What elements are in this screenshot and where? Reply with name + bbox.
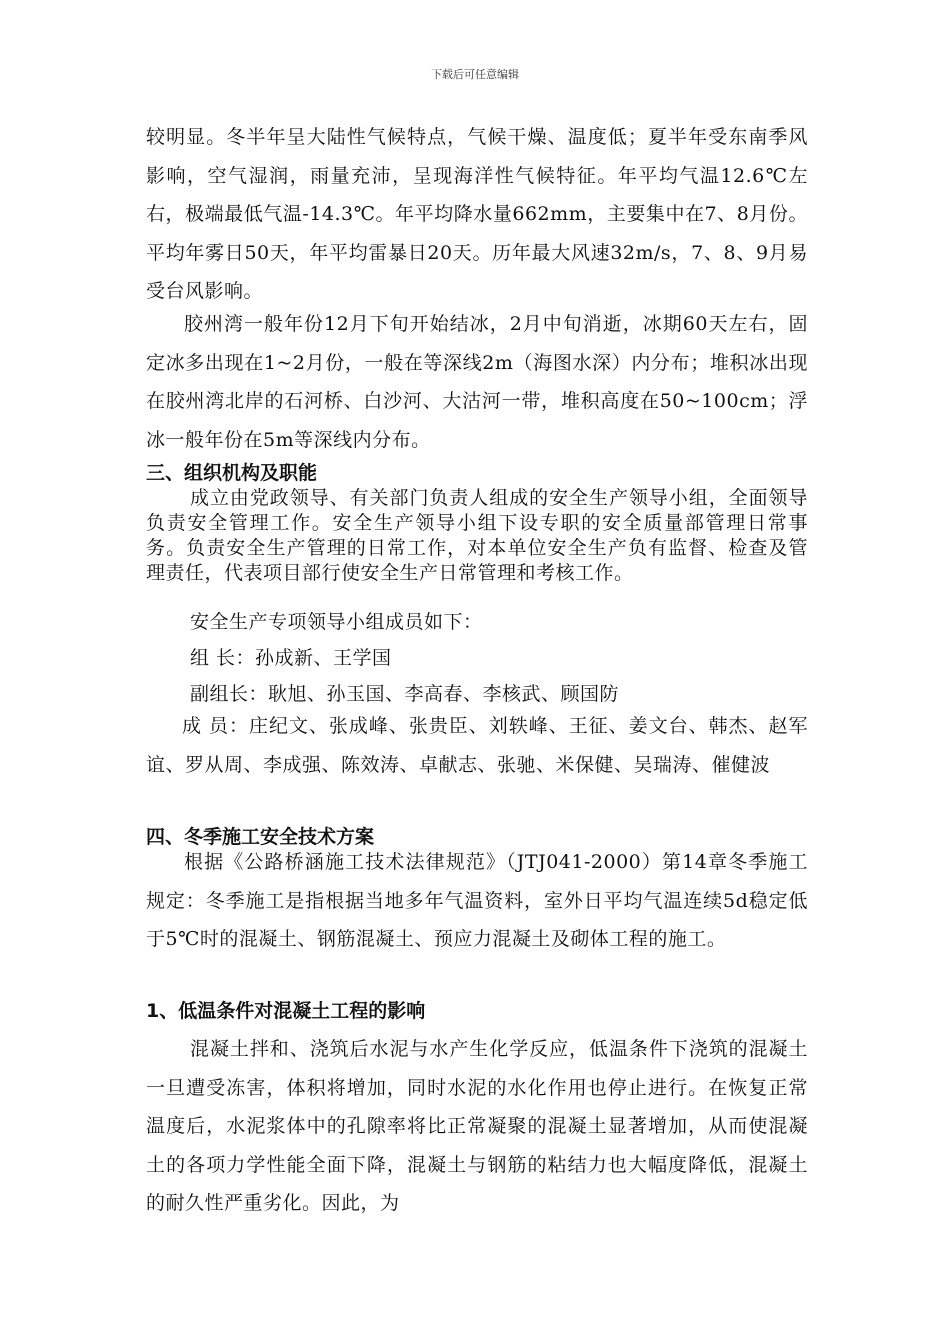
section-heading-winter: 四、冬季施工安全技术方案: [146, 826, 375, 848]
organization-paragraph: 成立由党政领导、有关部门负责人组成的安全生产领导小组，全面领导负责安全管理工作。安全生产领导小组下设专职的安全质量部管理日常事务。负责安全生产管理的日常工作，对本单位安全生产负有监督、检查及管理责任，代表项目部行使安全生产日常管理和考核工作。: [146, 487, 808, 584]
subsection-heading-low-temperature: 1、低温条件对混凝土工程的影响: [146, 1000, 426, 1022]
deputy-leader-line: 副组长：耿旭、孙玉国、李高春、李核武、顾国防: [190, 683, 620, 705]
ice-paragraph: 胶州湾一般年份12月下旬开始结冰，2月中旬消逝，冰期60天左右，固定冰多出现在1~2月份，一般在等深线2m（海图水深）内分布；堆积冰出现在胶州湾北岸的石河桥、白沙河、大沽河一带，堆积高度在50~100cm；浮冰一般年份在5m等深线内分布。: [146, 313, 808, 451]
page-header: 下载后可任意编辑: [431, 68, 519, 81]
climate-paragraph: 较明显。冬半年呈大陆性气候特点，气候干燥、温度低；夏半年受东南季风影响，空气湿润，雨量充沛，呈现海洋性气候特征。年平均气温12.6℃左右，极端最低气温-14.3℃。年平均降水量662mm，主要集中在7、8月份。平均年雾日50天，年平均雷暴日20天。历年最大风速32m/s，7、8、9月易受台风影响。: [146, 126, 808, 302]
section-heading-organization: 三、组织机构及职能: [146, 462, 318, 484]
low-temperature-paragraph: 混凝土拌和、浇筑后水泥与水产生化学反应，低温条件下浇筑的混凝土一旦遭受冻害，体积将增加，同时水泥的水化作用也停止进行。在恢复正常温度后，水泥浆体中的孔隙率将比正常凝聚的混凝土显著增加，从而使混凝土的各项力学性能全面下降，混凝土与钢筋的粘结力也大幅度降低，混凝土的耐久性严重劣化。因此，为: [146, 1038, 808, 1214]
members-intro: 安全生产专项领导小组成员如下：: [190, 611, 483, 633]
winter-paragraph: 根据《公路桥涵施工技术法律规范》（JTJ041-2000）第14章冬季施工规定：冬季施工是指根据当地多年气温资料，室外日平均气温连续5d稳定低于5℃时的混凝土、钢筋混凝土、预应力混凝土及砌体工程的施工。: [146, 851, 808, 950]
leader-line: 组 长：孙成新、王学国: [190, 647, 392, 669]
members-paragraph: 成 员：庄纪文、张成峰、张贵臣、刘轶峰、王征、姜文台、韩杰、赵军谊、罗从周、李成强、陈效涛、卓献志、张驰、米保健、吴瑞涛、催健波: [146, 715, 808, 776]
